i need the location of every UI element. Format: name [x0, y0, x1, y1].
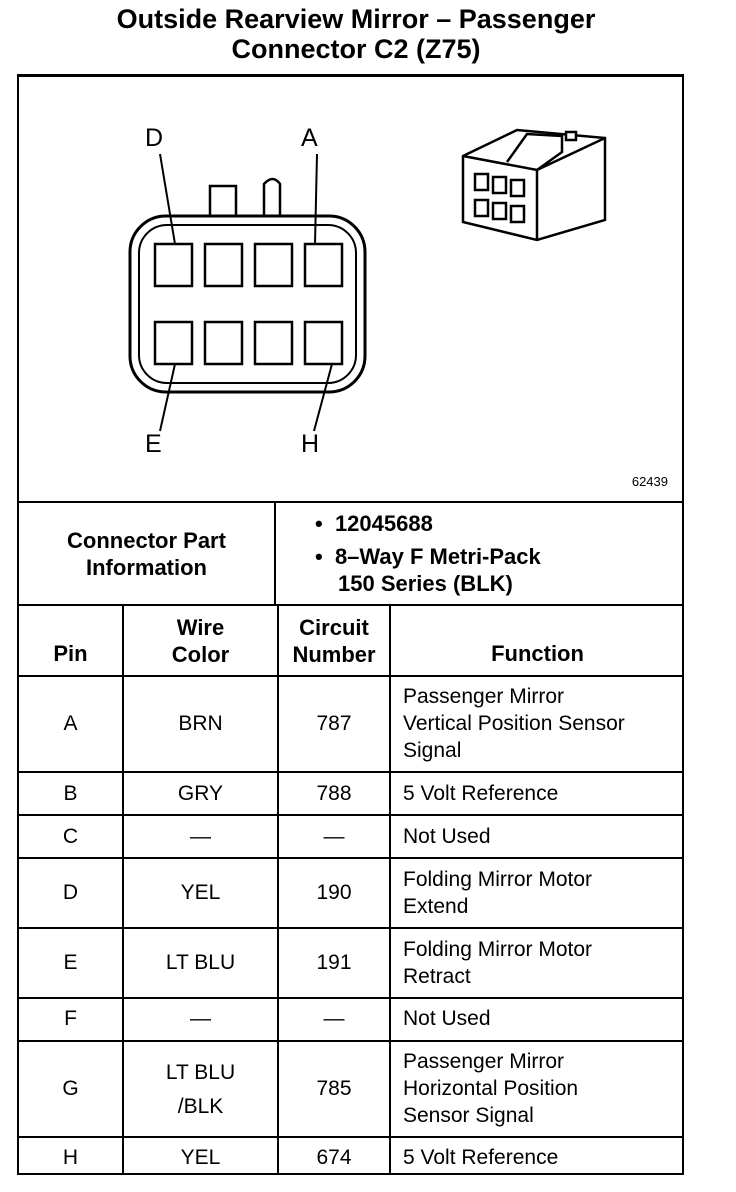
row-d-wire: YEL	[180, 881, 221, 904]
figure-id: 62439	[631, 474, 668, 489]
row-h-wire: YEL	[180, 1146, 221, 1169]
row-c-function: Not Used	[403, 825, 491, 848]
row-h-circuit: 674	[316, 1146, 352, 1169]
row-a-function-line2: Vertical Position Sensor	[403, 712, 625, 735]
row-g-wire-line2: /BLK	[177, 1095, 224, 1118]
connector-info-values	[315, 510, 680, 597]
row-e-wire: LT BLU	[165, 951, 236, 974]
header-circuit-number	[279, 614, 389, 668]
divider-info	[17, 604, 684, 606]
connector-info-label-line1: Connector Part	[67, 528, 226, 553]
divider-row-d	[17, 927, 684, 929]
pin-label-d: D	[145, 124, 164, 152]
pin-label-h: H	[301, 430, 320, 458]
header-wire-line2: Color	[171, 642, 230, 667]
connector-info-label	[19, 527, 274, 581]
row-a-function-line1: Passenger Mirror	[403, 685, 565, 708]
divider-col-circuit	[389, 604, 391, 1175]
connector-cavities	[155, 244, 342, 364]
row-f-pin: F	[64, 1007, 77, 1030]
row-e-function-line1: Folding Mirror Motor	[403, 938, 593, 961]
row-g-function	[403, 1048, 683, 1129]
divider-row-c	[17, 857, 684, 859]
part-number-value: 12045688	[334, 511, 433, 536]
row-d-function-line2: Extend	[403, 895, 469, 918]
row-e-circuit: 191	[316, 951, 352, 974]
row-g-wire	[124, 1056, 277, 1124]
row-b-function: 5 Volt Reference	[403, 782, 559, 805]
divider-diagram	[17, 501, 684, 503]
divider-row-b	[17, 814, 684, 816]
row-c-circuit: —	[323, 825, 345, 848]
row-a-function	[403, 683, 683, 764]
divider-header	[17, 675, 684, 677]
row-f-circuit: —	[323, 1007, 345, 1030]
connector-info-label-line2: Information	[86, 555, 207, 580]
header-function: Function	[491, 641, 584, 666]
header-circuit-line2: Number	[292, 642, 376, 667]
row-a-wire: BRN	[178, 712, 223, 735]
connector-drawing	[17, 74, 684, 502]
row-e-pin: E	[63, 951, 78, 974]
title-line-1: Outside Rearview Mirror – Passenger	[116, 4, 596, 34]
page-title	[0, 4, 712, 64]
pin-label-a: A	[301, 124, 318, 152]
row-g-function-line2: Horizontal Position	[403, 1077, 579, 1100]
row-b-circuit: 788	[316, 782, 352, 805]
row-f-function: Not Used	[403, 1007, 491, 1030]
connector-type-line1: 8–Way F Metri-Pack	[334, 544, 541, 569]
connector-iso-view	[463, 130, 605, 240]
divider-row-a	[17, 771, 684, 773]
divider-row-f	[17, 1040, 684, 1042]
row-a-circuit: 787	[316, 712, 352, 735]
row-d-function	[403, 866, 683, 920]
row-g-wire-line1: LT BLU	[165, 1061, 236, 1084]
title-line-2: Connector C2 (Z75)	[231, 34, 481, 64]
header-wire-color	[124, 614, 277, 668]
header-circuit-line1: Circuit	[299, 615, 369, 640]
row-h-function: 5 Volt Reference	[403, 1146, 559, 1169]
row-a-pin: A	[63, 712, 78, 735]
divider-row-e	[17, 997, 684, 999]
row-b-pin: B	[63, 782, 78, 805]
row-d-circuit: 190	[316, 881, 352, 904]
pin-label-e: E	[145, 430, 162, 458]
header-pin: Pin	[53, 641, 88, 666]
row-g-function-line1: Passenger Mirror	[403, 1050, 565, 1073]
connector-type: • 8–Way F Metri-Pack	[315, 544, 541, 569]
divider-row-g	[17, 1136, 684, 1138]
row-g-pin: G	[62, 1077, 79, 1100]
row-e-function-line2: Retract	[403, 965, 471, 988]
pin-leader-lines	[160, 154, 332, 431]
header-wire-line1: Wire	[176, 615, 225, 640]
row-d-pin: D	[62, 881, 79, 904]
row-h-pin: H	[62, 1146, 79, 1169]
row-e-function	[403, 936, 683, 990]
row-g-function-line3: Sensor Signal	[403, 1104, 534, 1127]
row-c-pin: C	[62, 825, 79, 848]
row-d-function-line1: Folding Mirror Motor	[403, 868, 593, 891]
row-b-wire: GRY	[177, 782, 224, 805]
connector-diagram	[17, 74, 684, 502]
divider-info-vertical	[274, 501, 276, 606]
row-c-wire: —	[190, 825, 211, 848]
row-a-function-line3: Signal	[403, 739, 462, 762]
row-f-wire: —	[190, 1007, 211, 1030]
connector-type-line2: 150 Series (BLK)	[338, 571, 513, 596]
row-g-circuit: 785	[316, 1077, 352, 1100]
part-number: • 12045688	[315, 511, 433, 536]
